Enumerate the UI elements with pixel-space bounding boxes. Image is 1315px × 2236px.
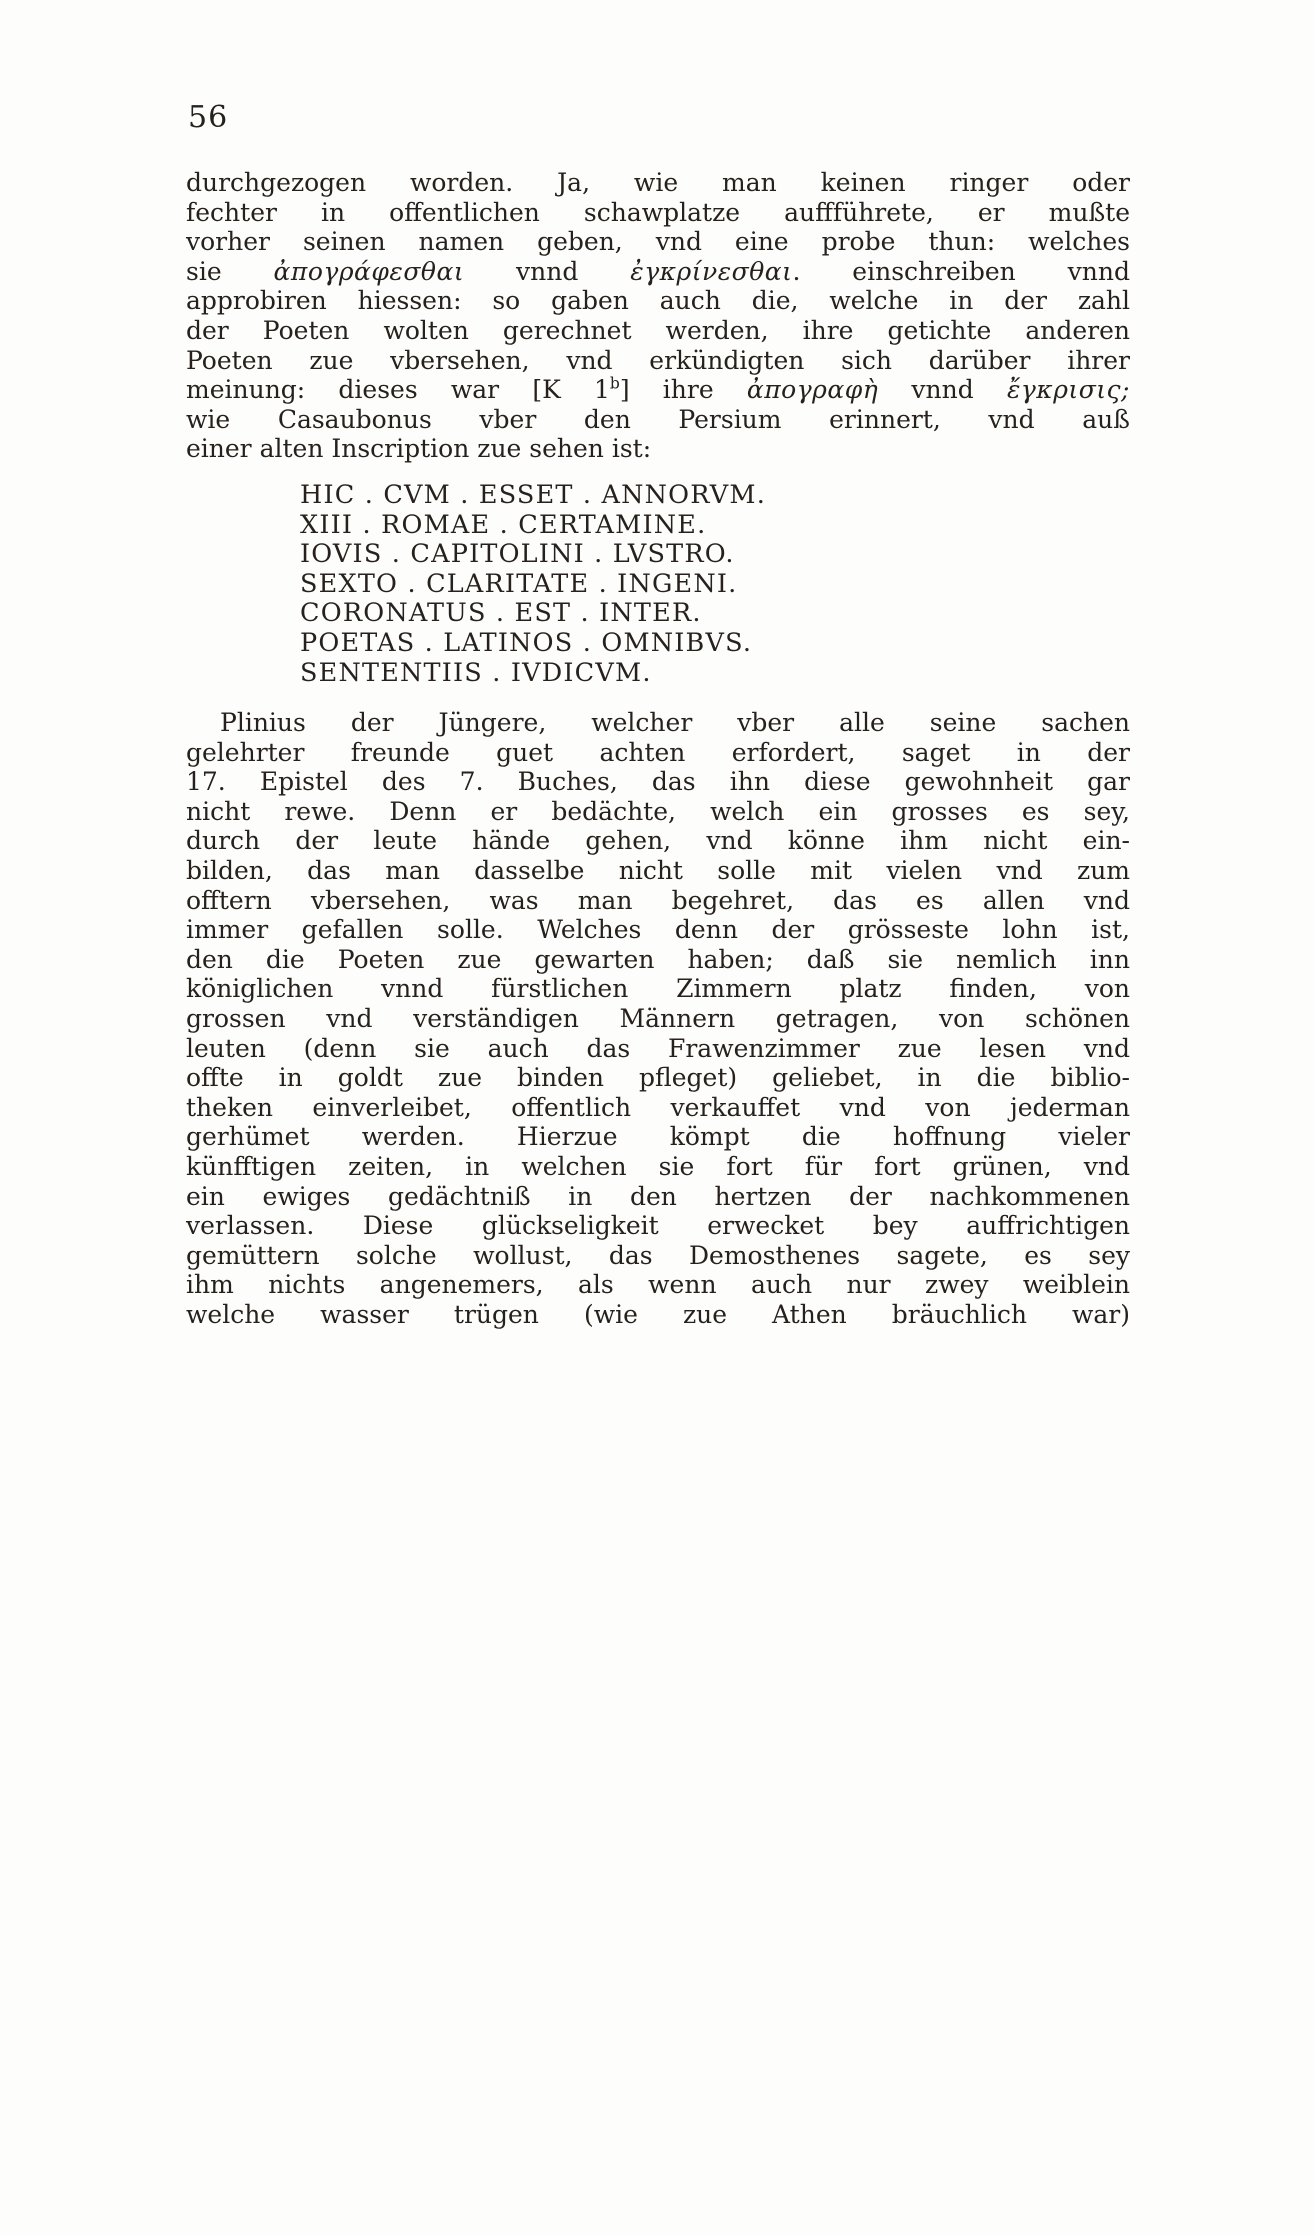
inscription-line: SENTENTIIS . IVDICVM. [300, 657, 652, 688]
text-line [186, 375, 1130, 405]
paragraph-plinius [186, 708, 1130, 1329]
latin-inscription [186, 481, 1130, 688]
page-number: 56 [188, 100, 229, 135]
inscription-line: HIC . CVM . ESSET . ANNORVM. [300, 479, 767, 510]
text-line: bilden, das man dasselbe nicht solle mit vielen vnd zum [186, 856, 1130, 886]
text-segment: . einschreiben vnnd [792, 256, 1130, 286]
text-line: verlassen. Diese glückseligkeit erwecket bey auffrichtigen [186, 1211, 1130, 1241]
text-line: immer gefallen solle. Welches denn der grösseste lohn ist, [186, 915, 1130, 945]
text-line: 17. Epistel des 7. Buches, das ihn diese gewohnheit gar [186, 767, 1130, 797]
text-line: vorher seinen namen geben, vnd eine probe thun: welches [186, 227, 1130, 257]
text-segment: meinung: dieses war [K 1 [186, 375, 610, 405]
inscription-line: IOVIS . CAPITOLINI . LVSTRO. [300, 539, 735, 570]
greek-term: ἀπογράφεσθαι [273, 256, 465, 286]
text-line: welche wasser trügen (wie zue Athen bräuchlich war) [186, 1299, 1130, 1329]
text-line: offtern vbersehen, was man begehret, das es allen vnd [186, 885, 1130, 915]
text-line: theken einverleibet, offentlich verkauffet vnd von jederman [186, 1092, 1130, 1122]
text-line: grossen vnd verständigen Männern getragen, von schönen [186, 1004, 1130, 1034]
text-segment: ] ihre [619, 375, 747, 405]
text-line: einer alten Inscription zue sehen ist: [186, 434, 652, 464]
text-line: den die Poeten zue gewarten haben; daß sie nemlich inn [186, 944, 1130, 974]
greek-term: ἀπογραφὴ [746, 375, 879, 405]
text-line: wie Casaubonus vber den Persium erinnert, vnd auß [186, 404, 1130, 434]
text-line: der Poeten wolten gerechnet werden, ihre getichte anderen [186, 315, 1130, 345]
text-line: fechter in offentlichen schawplatze auffführete, er mußte [186, 197, 1130, 227]
text-line: künfftigen zeiten, in welchen sie fort für fort grünen, vnd [186, 1152, 1130, 1181]
text-segment: sie [186, 256, 274, 286]
text-line: Plinius der Jüngere, welcher vber alle seine sachen [220, 708, 1130, 738]
page-text-block [186, 168, 1130, 1330]
inscription-line: XIII . ROMAE . CERTAMINE. [300, 509, 707, 540]
text-segment: vnnd [464, 256, 631, 286]
text-line: ein ewiges gedächtniß in den hertzen der nachkommenen [186, 1181, 1130, 1211]
text-line: gemüttern solche wollust, das Demosthenes sagete, es sey [186, 1240, 1130, 1270]
greek-term: ἔγκρισις; [1006, 375, 1130, 405]
text-line: approbiren hiessen: so gaben auch die, welche in der zahl [186, 286, 1130, 316]
text-line: königlichen vnnd fürstlichen Zimmern platz finden, von [186, 974, 1130, 1004]
inscription-line: CORONATUS . EST . INTER. [300, 598, 702, 629]
paragraph-continuation [186, 168, 1130, 464]
text-line: gelehrter freunde guet achten erfordert, saget in der [186, 737, 1130, 767]
text-line: durch der leute hände gehen, vnd könne ihm nicht ein- [186, 826, 1130, 856]
text-line: nicht rewe. Denn er bedächte, welch ein grosses es sey, [186, 796, 1130, 826]
text-line: leuten (denn sie auch das Frawenzimmer zue lesen vnd [186, 1033, 1130, 1063]
text-line: offte in goldt zue binden pfleget) geliebet, in die biblio- [186, 1063, 1130, 1093]
text-segment: vnnd [878, 375, 1007, 405]
inscription-line: SEXTO . CLARITATE . INGENI. [300, 568, 738, 599]
text-line: durchgezogen worden. Ja, wie man keinen ringer oder [186, 168, 1130, 197]
inscription-line: POETAS . LATINOS . OMNIBVS. [300, 627, 753, 658]
superscript-signature-mark: b [609, 374, 620, 393]
text-line: ihm nichts angenemers, als wenn auch nur zwey weiblein [186, 1270, 1130, 1300]
greek-term: ἐγκρίνεσθαι [630, 256, 793, 286]
text-line [186, 257, 1130, 287]
text-line: Poeten zue vbersehen, vnd erkündigten sich darüber ihrer [186, 345, 1130, 375]
text-line: gerhümet werden. Hierzue kömpt die hoffnung vieler [186, 1122, 1130, 1152]
